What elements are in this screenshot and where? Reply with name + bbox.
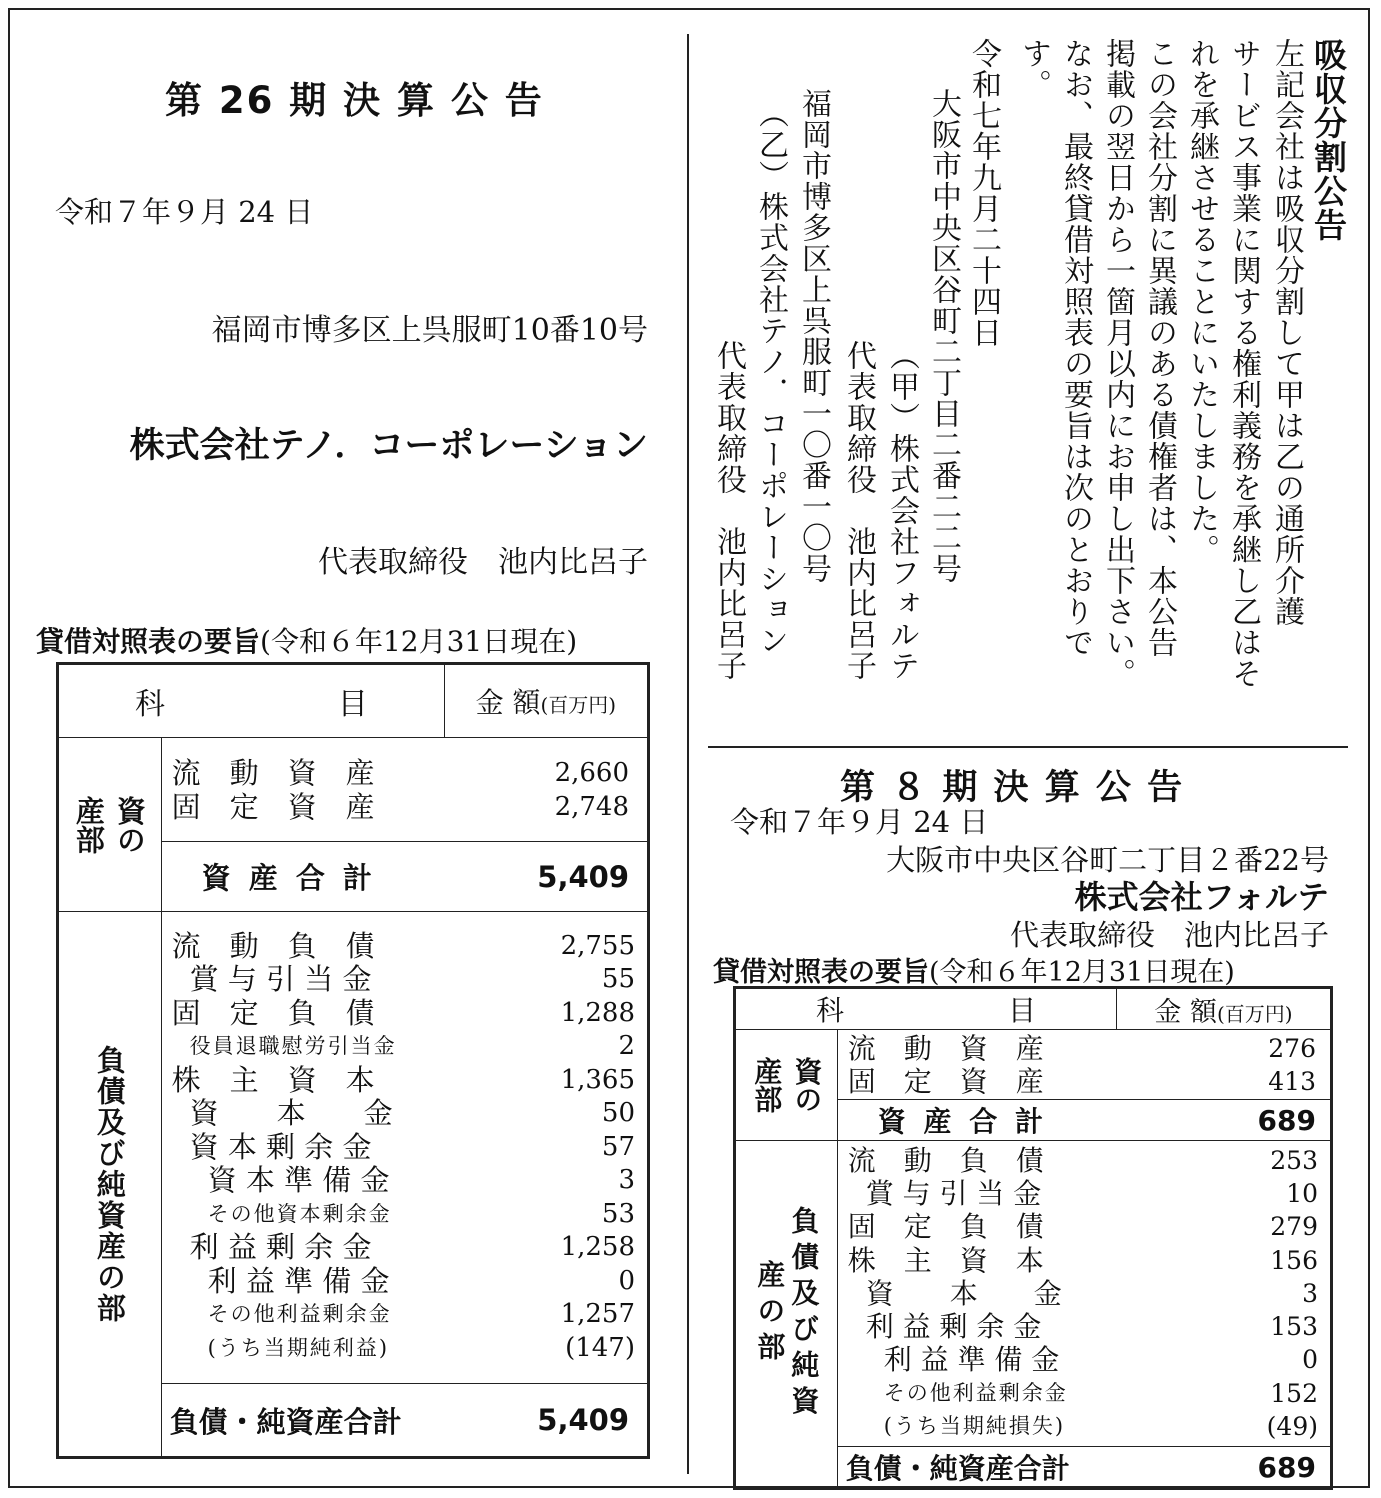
header-item-a: 科 (816, 994, 845, 1027)
left-bs-title: 貸借対照表の要旨 (36, 625, 261, 658)
right-company: 株式会社フォルテ (1074, 878, 1329, 916)
liability-row-value: 1,365 (560, 1064, 635, 1095)
liability-row-value: 0 (1302, 1345, 1318, 1375)
liability-row-label: 賞 与 引 当 金 (189, 962, 372, 997)
liability-row-value: 53 (601, 1198, 635, 1229)
right-title: 第 ８ 期 決 算 公 告 (840, 768, 1185, 808)
left-bs-asof: (令和６年12月31日現在) (260, 625, 578, 658)
liability-row-label: 利 益 準 備 金 (883, 1343, 1060, 1377)
notice-line: この会社分割に異議のある債権者は、本公告 (1142, 38, 1177, 658)
liability-row-value: 156 (1270, 1245, 1318, 1275)
header-item-a: 科 (135, 687, 165, 722)
liability-row-value: 1,257 (560, 1299, 635, 1330)
asset-row-value: 413 (1268, 1066, 1316, 1096)
liability-row-value: 10 (1286, 1178, 1318, 1208)
notice-line: 福岡市博多区上呉服町一〇番一〇号 (796, 88, 831, 584)
notice-divider (708, 746, 1348, 748)
asset-row-label: 固 定 資 産 (847, 1064, 1044, 1098)
liability-row-value: (49) (1266, 1412, 1318, 1442)
notice-line: 代表取締役 池内比呂子 (711, 340, 746, 681)
assets-total-label: 資 産 合 計 (837, 1100, 1116, 1141)
notice-line: （甲）株式会社フォルテ (884, 340, 919, 681)
left-company: 株式会社テノ．コーポレーション (129, 426, 648, 466)
total-value: 689 (1117, 1447, 1332, 1489)
asset-row-value: 2,660 (554, 757, 629, 788)
liability-row-label: (うち当期純損失) (883, 1414, 1066, 1439)
notice-line: 掲載の翌日から一箇月以内にお申し出下さい。 (1100, 38, 1135, 689)
notice-line: サービス事業に関する権利義務を承継し乙はそ (1226, 38, 1261, 689)
liability-row-value: 2 (618, 1031, 635, 1062)
liabilities-section-label: 負債及び純資産の部 (92, 1044, 127, 1324)
left-balance-sheet (56, 662, 650, 1459)
assets-section-label: 資の産部 (750, 1057, 824, 1113)
asset-row-label: 固 定 資 産 (171, 789, 375, 824)
header-unit: (百万円) (540, 693, 617, 717)
liability-row-value: 57 (601, 1131, 635, 1162)
notice-line: す。 (1016, 38, 1051, 100)
total-label: 負債・純資産合計 (837, 1447, 1116, 1489)
notice-line: 令和七年九月二十四日 (966, 38, 1001, 348)
liability-row-label: 株 主 資 本 (171, 1062, 375, 1097)
liability-row-label: 固 定 負 債 (847, 1210, 1044, 1244)
left-date: 令和７年９月 24 日 (55, 195, 314, 229)
asset-row-value: 276 (1268, 1033, 1316, 1063)
assets-total-value: 689 (1117, 1100, 1332, 1141)
liability-row-value: 0 (618, 1265, 635, 1296)
liability-row-label: 資 本 金 (865, 1276, 1062, 1310)
liability-row-value: 3 (1302, 1278, 1318, 1308)
liability-row-label: その他利益剰余金 (207, 1302, 392, 1327)
liability-row-label: 利 益 剰 余 金 (189, 1230, 372, 1265)
right-bs-title: 貸借対照表の要旨 (713, 957, 929, 988)
right-bs-heading (713, 950, 1235, 989)
liability-row-value: 153 (1270, 1312, 1318, 1342)
notice-title: 吸収分割公告 (1309, 38, 1348, 242)
liability-row-value: 3 (618, 1165, 635, 1196)
left-bs-heading (36, 620, 577, 660)
table-header (58, 664, 649, 738)
header-unit: (百万円) (1216, 1001, 1293, 1026)
liability-row-label: 資 本 準 備 金 (207, 1163, 390, 1198)
notice-line: 大阪市中央区谷町二丁目二番二二号 (926, 88, 961, 584)
notice-line: 左記会社は吸収分割して甲は乙の通所介護 (1269, 38, 1304, 627)
header-amount: 金 額 (1154, 996, 1217, 1028)
liability-row-label: 資 本 剰 余 金 (189, 1129, 372, 1164)
liability-row-label: その他資本剰余金 (207, 1201, 392, 1226)
liability-row-label: 流 動 負 債 (847, 1143, 1044, 1177)
liability-row-value: 55 (601, 964, 635, 995)
left-title: 第 26 期 決 算 公 告 (165, 79, 544, 122)
notice-line: なお、最終貸借対照表の要旨は次のとおりで (1058, 38, 1093, 658)
liability-row-label: その他利益剰余金 (883, 1380, 1068, 1405)
liability-row-label: 流 動 負 債 (171, 928, 375, 963)
liability-row-value: 279 (1270, 1212, 1318, 1242)
assets-section-label: 資の産部 (71, 795, 147, 854)
left-address: 福岡市博多区上呉服町10番10号 (211, 313, 648, 348)
liability-row-value: 1,258 (560, 1232, 635, 1263)
right-address: 大阪市中央区谷町二丁目２番22号 (886, 843, 1329, 877)
header-item-b: 目 (1007, 994, 1036, 1027)
liability-row-label: 利 益 剰 余 金 (865, 1310, 1042, 1344)
notice-line: （乙）株式会社テノ．コーポレーション (753, 98, 788, 656)
liability-row-value: (147) (565, 1332, 635, 1363)
liability-row-value: 2,755 (560, 930, 635, 961)
liability-row-label: 賞 与 引 当 金 (865, 1176, 1042, 1210)
right-date: 令和７年９月 24 日 (730, 805, 989, 839)
liability-row-label: 役員退職慰労引当金 (189, 1034, 397, 1059)
liability-row-value: 50 (601, 1098, 635, 1129)
assets-total-label: 資 産 合 計 (161, 842, 444, 912)
right-bs-asof: (令和６年12月31日現在) (929, 957, 1235, 988)
liability-row-label: 株 主 資 本 (847, 1243, 1044, 1277)
total-label: 負債・純資産合計 (161, 1384, 444, 1458)
liability-row-label: 固 定 負 債 (171, 995, 375, 1030)
notice-line: 代表取締役 池内比呂子 (841, 340, 876, 681)
liability-row-label: 資 本 金 (189, 1096, 393, 1131)
liability-row-value: 1,288 (560, 997, 635, 1028)
liabilities-section-label: 負債及び純資産の部 (753, 1206, 821, 1422)
header-amount: 金 額 (475, 686, 541, 719)
liability-row-value: 152 (1270, 1378, 1318, 1408)
liability-row-value: 253 (1270, 1145, 1318, 1175)
asset-row-label: 流 動 資 産 (847, 1031, 1044, 1065)
left-representative: 代表取締役 池内比呂子 (318, 545, 648, 580)
header-item-b: 目 (337, 687, 368, 722)
assets-total-value: 5,409 (444, 842, 648, 912)
liability-row-label: (うち当期純利益) (207, 1335, 390, 1360)
liability-row-label: 利 益 準 備 金 (207, 1263, 390, 1298)
column-divider (687, 34, 689, 1474)
notice-line: れを承継させることにいたしました。 (1184, 38, 1219, 565)
total-value: 5,409 (444, 1384, 648, 1458)
right-balance-sheet (733, 986, 1333, 1490)
asset-row-value: 2,748 (554, 791, 629, 822)
asset-row-label: 流 動 資 産 (171, 755, 375, 790)
right-representative: 代表取締役 池内比呂子 (1009, 918, 1329, 952)
